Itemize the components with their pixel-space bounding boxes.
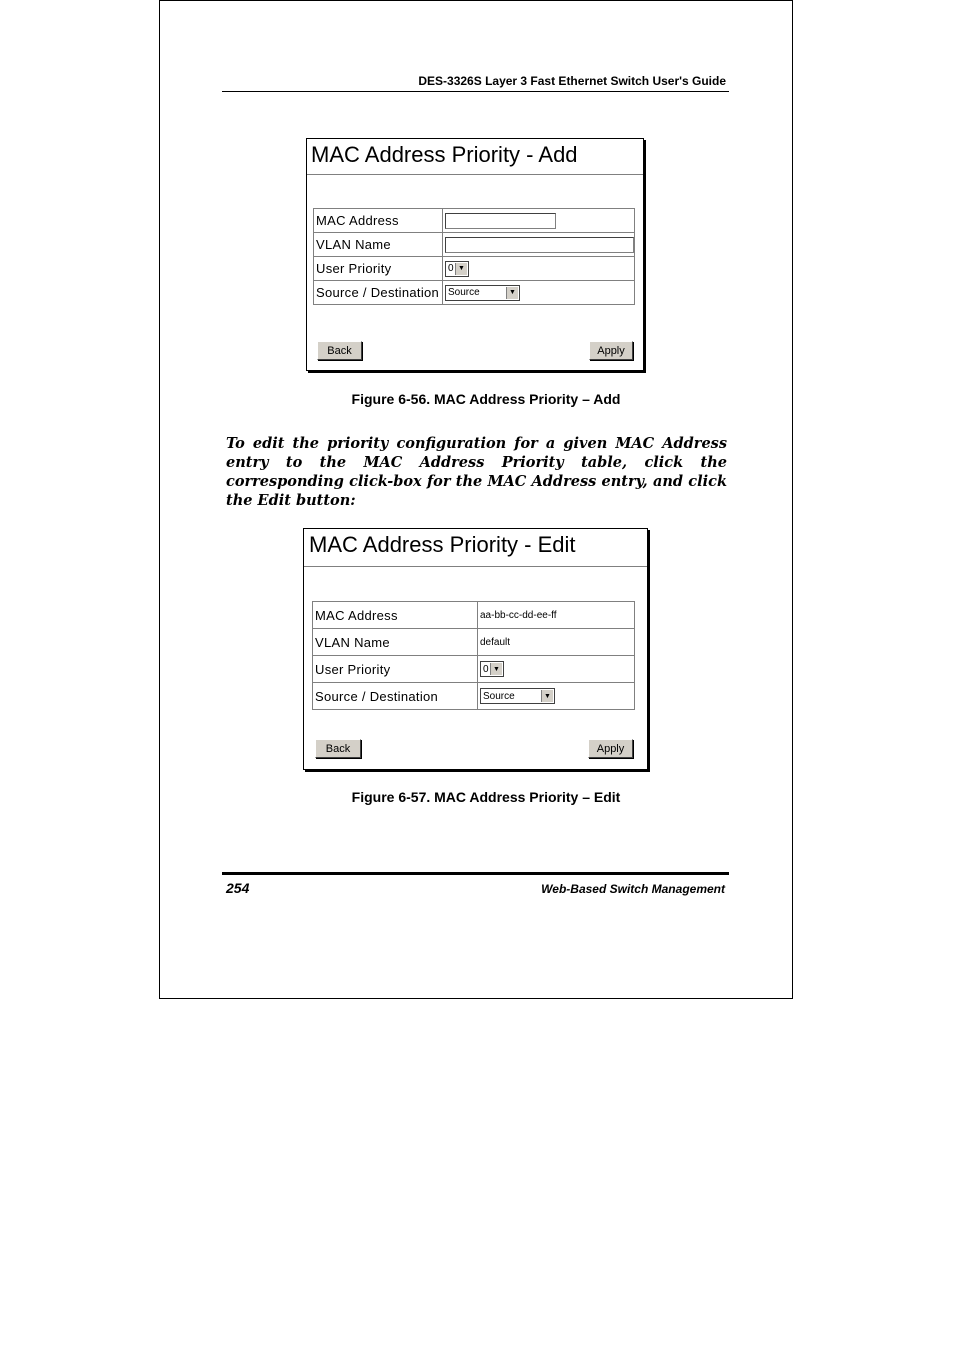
vlan-name-cell bbox=[443, 233, 635, 257]
table-row bbox=[314, 209, 635, 233]
running-footer: Web-Based Switch Management bbox=[541, 882, 725, 896]
chevron-down-icon: ▼ bbox=[490, 663, 502, 675]
mac-address-label: MAC Address bbox=[314, 209, 443, 233]
apply-button[interactable]: Apply bbox=[588, 739, 633, 758]
chevron-down-icon: ▼ bbox=[455, 263, 467, 275]
figure-add-caption: Figure 6-56. MAC Address Priority – Add bbox=[351, 391, 621, 407]
chevron-down-icon: ▼ bbox=[541, 690, 553, 702]
user-priority-label: User Priority bbox=[313, 656, 478, 683]
source-destination-label: Source / Destination bbox=[313, 683, 478, 710]
chevron-down-icon: ▼ bbox=[506, 287, 518, 299]
page-number: 254 bbox=[226, 880, 250, 896]
figure-add-title-rule bbox=[307, 174, 643, 175]
source-destination-cell bbox=[478, 683, 635, 710]
source-destination-cell bbox=[443, 281, 635, 305]
table-row bbox=[313, 683, 635, 710]
table-row bbox=[314, 233, 635, 257]
footer-rule bbox=[222, 872, 729, 875]
source-destination-label: Source / Destination bbox=[314, 281, 443, 305]
table-row bbox=[313, 602, 635, 629]
user-priority-select[interactable]: 0 ▼ bbox=[480, 661, 504, 677]
table-row bbox=[314, 257, 635, 281]
body-paragraph: To edit the priority configuration for a given MAC Address entry to the MAC Address Priority table, click the corresponding click-box for the MAC Address entry, and click the Edit button: bbox=[226, 435, 727, 509]
figure-add-title: MAC Address Priority - Add bbox=[311, 142, 578, 167]
vlan-name-input[interactable] bbox=[445, 237, 634, 253]
figure-edit-form-table bbox=[312, 601, 635, 710]
user-priority-cell bbox=[478, 656, 635, 683]
figure-edit-panel bbox=[303, 528, 648, 770]
apply-button[interactable]: Apply bbox=[589, 341, 633, 360]
running-header: DES-3326S Layer 3 Fast Ethernet Switch User's Guide bbox=[418, 74, 726, 88]
back-button[interactable]: Back bbox=[317, 341, 362, 360]
vlan-name-label: VLAN Name bbox=[314, 233, 443, 257]
user-priority-label: User Priority bbox=[314, 257, 443, 281]
figure-edit-title: MAC Address Priority - Edit bbox=[309, 532, 576, 557]
mac-address-cell bbox=[443, 209, 635, 233]
mac-address-value: aa-bb-cc-dd-ee-ff bbox=[478, 602, 635, 629]
header-rule bbox=[222, 91, 729, 92]
figure-edit-caption: Figure 6-57. MAC Address Priority – Edit bbox=[351, 789, 621, 805]
user-priority-cell bbox=[443, 257, 635, 281]
vlan-name-label: VLAN Name bbox=[313, 629, 478, 656]
table-row bbox=[314, 281, 635, 305]
vlan-name-value: default bbox=[478, 629, 635, 656]
figure-add-panel bbox=[306, 138, 644, 371]
table-row bbox=[313, 629, 635, 656]
figure-add-form-table bbox=[313, 208, 635, 305]
source-destination-select[interactable]: Source ▼ bbox=[480, 688, 555, 704]
table-row bbox=[313, 656, 635, 683]
user-priority-select[interactable]: 0 ▼ bbox=[445, 261, 469, 277]
mac-address-input[interactable] bbox=[445, 213, 556, 229]
mac-address-label: MAC Address bbox=[313, 602, 478, 629]
figure-edit-title-rule bbox=[304, 566, 647, 567]
back-button[interactable]: Back bbox=[315, 739, 361, 758]
source-destination-select[interactable]: Source ▼ bbox=[445, 285, 520, 301]
